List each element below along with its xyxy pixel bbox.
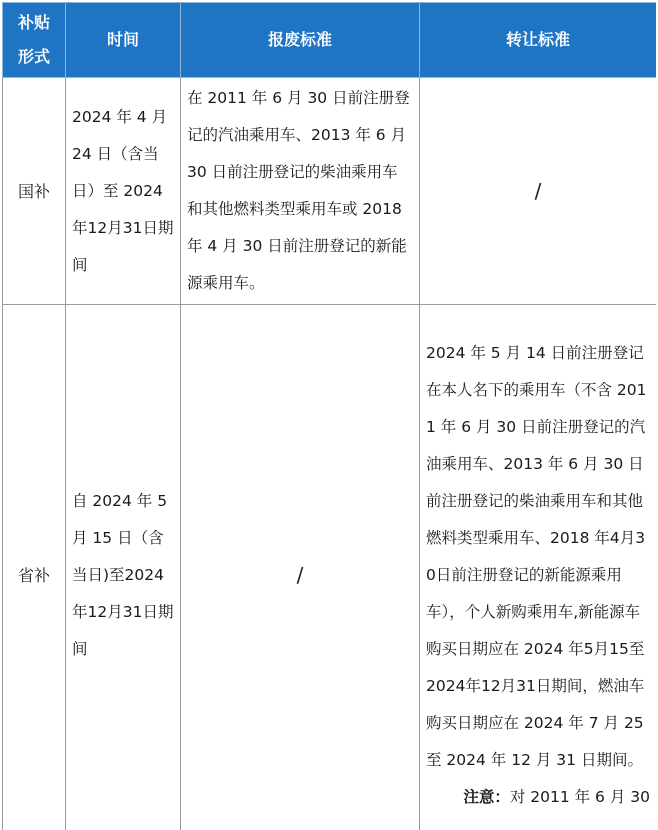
transfer-text: 2024 年 5 月 14 日前注册登记在本人名下的乘用车（不含 2011 年 6 月 30 日前注册登记的汽油乘用车、2013 年 6 月 30 日前注册登记的柴油乘用车和其他燃料类型乘用车、2018 年4月30日前注册登记的新能源乘用车），个人新购乘用车,新能源车购买日期应在 2024 年5月15至2024年12月31日期间，燃油车购买日期应在 2024 年 7 月 25 至 2024 年 12 月 31 日期间。 <box>426 343 647 769</box>
header-scrap-standard: 报废标准 <box>181 3 420 78</box>
subsidy-table <box>2 2 656 830</box>
header-time: 时间 <box>66 3 181 78</box>
header-form-line2: 形式 <box>17 47 50 66</box>
cell-time: 自 2024 年 5 月 15 日（含当日)至2024 年12月31日期间 <box>66 305 181 830</box>
transfer-text-block <box>426 335 650 816</box>
note-label: 注意： <box>463 787 510 806</box>
note-line <box>426 779 650 816</box>
cell-form: 省补 <box>3 305 66 830</box>
table-row <box>3 305 657 830</box>
subsidy-table-container <box>2 2 656 830</box>
cell-time: 2024 年 4 月 24 日（含当日）至 2024 年12月31日期间 <box>66 78 181 305</box>
cell-transfer <box>420 305 657 830</box>
cell-transfer: / <box>420 78 657 305</box>
table-row <box>3 78 657 305</box>
cell-scrap: 在 2011 年 6 月 30 日前注册登记的汽油乘用车、2013 年 6 月 30 日前注册登记的柴油乘用车和其他燃料类型乘用车或 2018 年 4 月 30 日前注册登记的新能源乘用车。 <box>181 78 420 305</box>
cell-scrap: / <box>181 305 420 830</box>
header-form <box>3 3 66 78</box>
header-form-line1: 补贴 <box>17 13 50 32</box>
table-header-row <box>3 3 657 78</box>
header-transfer-standard: 转让标准 <box>420 3 657 78</box>
note-text: 对 2011 年 6 月 30 <box>509 787 650 806</box>
cell-form: 国补 <box>3 78 66 305</box>
